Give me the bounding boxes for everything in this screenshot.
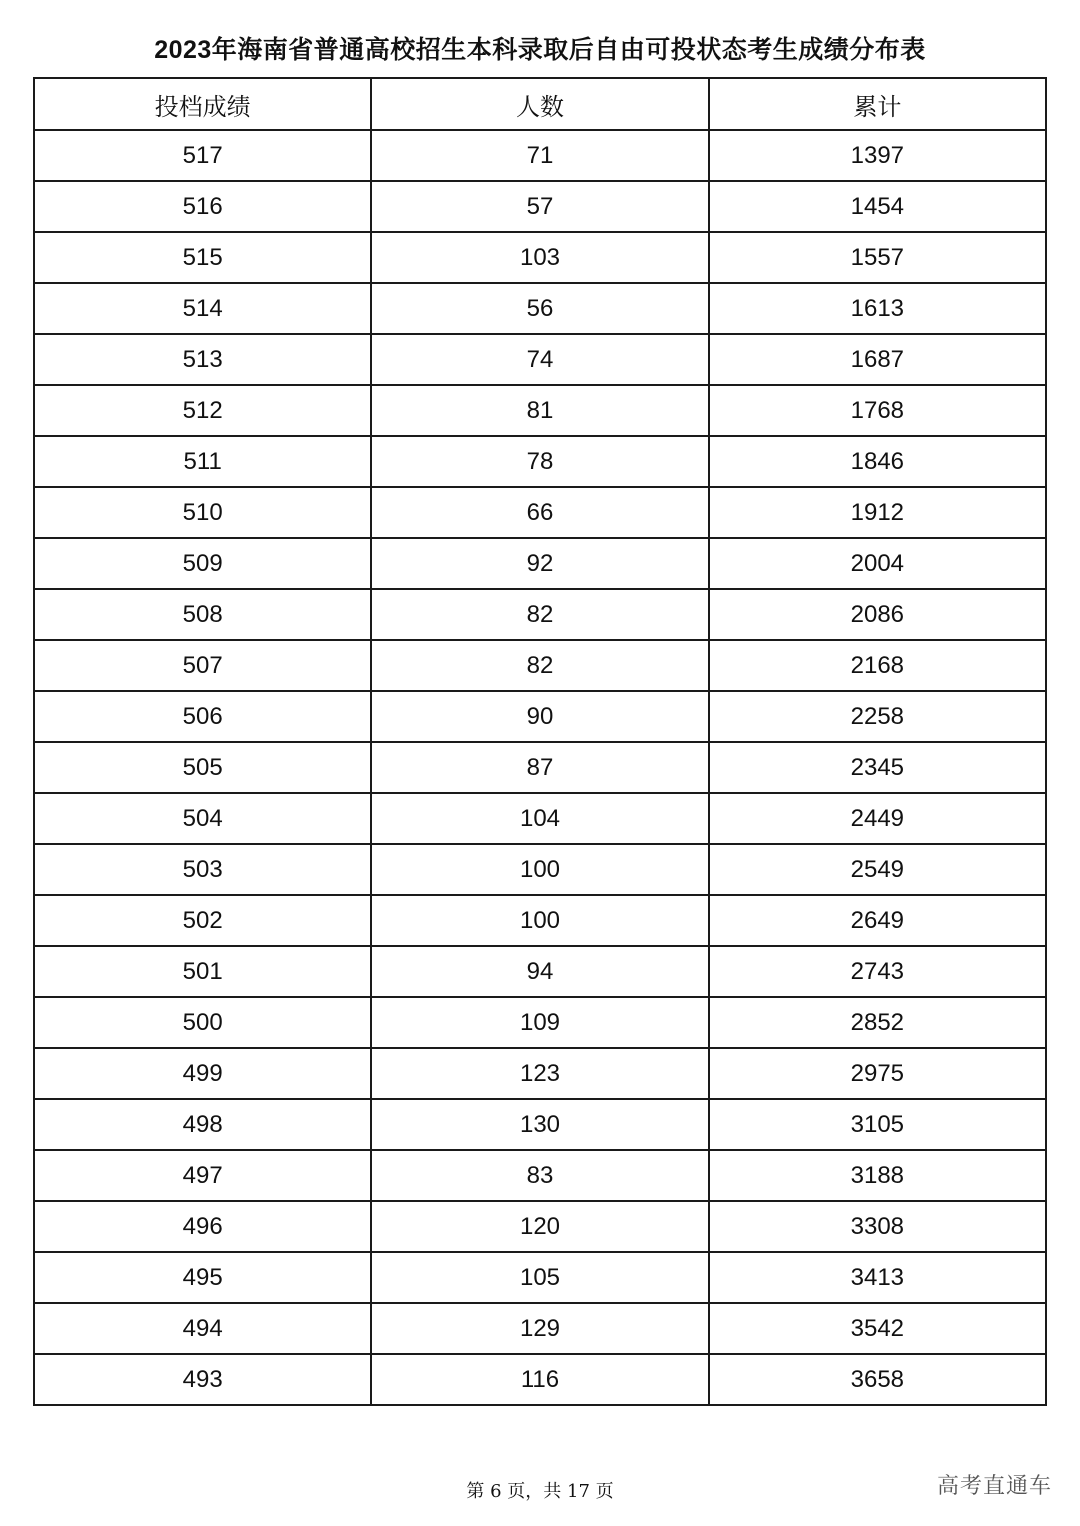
cell-score: 505 (34, 742, 371, 793)
cell-score: 496 (34, 1201, 371, 1252)
cell-count: 94 (371, 946, 708, 997)
cell-count: 129 (371, 1303, 708, 1354)
cell-cumulative: 1613 (709, 283, 1046, 334)
table-row (34, 1201, 1046, 1252)
cell-count: 100 (371, 844, 708, 895)
cell-count: 66 (371, 487, 708, 538)
cell-score: 502 (34, 895, 371, 946)
page-title: 2023年海南省普通高校招生本科录取后自由可投状态考生成绩分布表 (154, 36, 926, 64)
table-row (34, 232, 1046, 283)
cell-cumulative: 3188 (709, 1150, 1046, 1201)
table-row (34, 691, 1046, 742)
table-row (34, 997, 1046, 1048)
cell-score: 495 (34, 1252, 371, 1303)
cell-score: 515 (34, 232, 371, 283)
table-row (34, 283, 1046, 334)
cell-score: 510 (34, 487, 371, 538)
table-row (34, 130, 1046, 181)
cell-count: 116 (371, 1354, 708, 1405)
table-row (34, 538, 1046, 589)
cell-cumulative: 2004 (709, 538, 1046, 589)
cell-score: 511 (34, 436, 371, 487)
page-number: 第 6 页，共 17 页 (466, 1481, 614, 1502)
table-row (34, 895, 1046, 946)
cell-score: 501 (34, 946, 371, 997)
cell-cumulative: 1846 (709, 436, 1046, 487)
cell-score: 516 (34, 181, 371, 232)
table-row (34, 181, 1046, 232)
cell-score: 499 (34, 1048, 371, 1099)
cell-score: 506 (34, 691, 371, 742)
table-row (34, 742, 1046, 793)
cell-score: 500 (34, 997, 371, 1048)
cell-score: 512 (34, 385, 371, 436)
cell-count: 71 (371, 130, 708, 181)
cell-count: 87 (371, 742, 708, 793)
table-row (34, 487, 1046, 538)
header-cumulative: 累计 (709, 78, 1046, 130)
cell-count: 92 (371, 538, 708, 589)
table-row (34, 334, 1046, 385)
table-row (34, 1252, 1046, 1303)
cell-count: 82 (371, 640, 708, 691)
cell-score: 498 (34, 1099, 371, 1150)
table-row (34, 1150, 1046, 1201)
table-row (34, 793, 1046, 844)
cell-cumulative: 3105 (709, 1099, 1046, 1150)
cell-score: 517 (34, 130, 371, 181)
cell-count: 123 (371, 1048, 708, 1099)
cell-count: 105 (371, 1252, 708, 1303)
cell-count: 130 (371, 1099, 708, 1150)
table-row (34, 1303, 1046, 1354)
cell-count: 109 (371, 997, 708, 1048)
table-row (34, 844, 1046, 895)
table-row (34, 640, 1046, 691)
cell-score: 508 (34, 589, 371, 640)
header-score: 投档成绩 (34, 78, 371, 130)
table-row (34, 385, 1046, 436)
table-row (34, 589, 1046, 640)
cell-count: 57 (371, 181, 708, 232)
cell-cumulative: 1557 (709, 232, 1046, 283)
cell-cumulative: 1687 (709, 334, 1046, 385)
cell-cumulative: 1912 (709, 487, 1046, 538)
cell-score: 497 (34, 1150, 371, 1201)
table-row (34, 1099, 1046, 1150)
cell-score: 509 (34, 538, 371, 589)
cell-cumulative: 1454 (709, 181, 1046, 232)
score-distribution-table (33, 77, 1047, 1406)
cell-cumulative: 2852 (709, 997, 1046, 1048)
cell-count: 82 (371, 589, 708, 640)
table-header-row (34, 78, 1046, 130)
cell-cumulative: 1768 (709, 385, 1046, 436)
cell-cumulative: 3542 (709, 1303, 1046, 1354)
cell-cumulative: 2975 (709, 1048, 1046, 1099)
cell-count: 56 (371, 283, 708, 334)
cell-count: 83 (371, 1150, 708, 1201)
cell-cumulative: 2649 (709, 895, 1046, 946)
cell-score: 503 (34, 844, 371, 895)
table-row (34, 946, 1046, 997)
cell-cumulative: 2449 (709, 793, 1046, 844)
cell-score: 513 (34, 334, 371, 385)
cell-score: 514 (34, 283, 371, 334)
cell-cumulative: 3658 (709, 1354, 1046, 1405)
cell-score: 493 (34, 1354, 371, 1405)
cell-cumulative: 2743 (709, 946, 1046, 997)
cell-count: 120 (371, 1201, 708, 1252)
cell-count: 104 (371, 793, 708, 844)
cell-score: 507 (34, 640, 371, 691)
cell-count: 103 (371, 232, 708, 283)
table-body (34, 130, 1046, 1405)
cell-count: 81 (371, 385, 708, 436)
cell-score: 504 (34, 793, 371, 844)
table-row (34, 1354, 1046, 1405)
header-count: 人数 (371, 78, 708, 130)
table-row (34, 436, 1046, 487)
cell-count: 90 (371, 691, 708, 742)
cell-cumulative: 3308 (709, 1201, 1046, 1252)
cell-cumulative: 2549 (709, 844, 1046, 895)
cell-count: 78 (371, 436, 708, 487)
cell-cumulative: 2168 (709, 640, 1046, 691)
watermark-logo-text: 高考直通车 (936, 1473, 1052, 1498)
cell-score: 494 (34, 1303, 371, 1354)
cell-cumulative: 1397 (709, 130, 1046, 181)
cell-cumulative: 2258 (709, 691, 1046, 742)
cell-count: 100 (371, 895, 708, 946)
cell-count: 74 (371, 334, 708, 385)
cell-cumulative: 2345 (709, 742, 1046, 793)
table-row (34, 1048, 1046, 1099)
cell-cumulative: 3413 (709, 1252, 1046, 1303)
cell-cumulative: 2086 (709, 589, 1046, 640)
